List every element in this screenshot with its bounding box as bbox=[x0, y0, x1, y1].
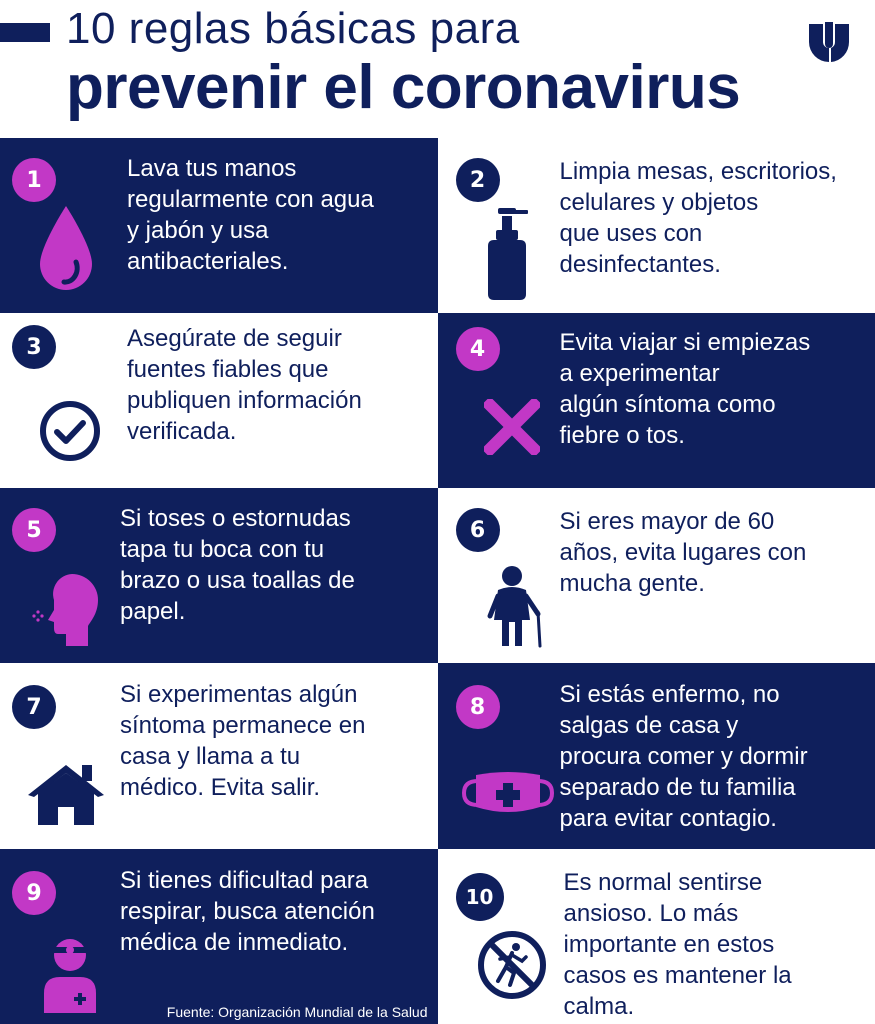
rule-card-10 bbox=[438, 849, 875, 1024]
rule-card-3 bbox=[0, 313, 438, 488]
title-line-1: 10 reglas básicas para bbox=[66, 4, 520, 53]
title-line-2: prevenir el coronavirus bbox=[66, 53, 741, 122]
rule-text: Evita viajar si empiezas a experimentar algún síntoma como fiebre o tos. bbox=[559, 329, 811, 449]
rule-card-6 bbox=[438, 488, 875, 663]
rule-card-2 bbox=[438, 138, 875, 313]
header bbox=[0, 0, 875, 138]
face-mask-icon bbox=[460, 767, 556, 819]
rule-card-9 bbox=[0, 849, 438, 1024]
x-mark-icon bbox=[484, 399, 540, 455]
sneeze-head-icon bbox=[28, 570, 108, 650]
rule-number-badge: 4 bbox=[456, 327, 500, 371]
rule-number-badge: 6 bbox=[456, 508, 500, 552]
rule-text: Limpia mesas, escritorios, celulares y objetos que uses con desinfectantes. bbox=[559, 158, 837, 278]
rule-text: Si eres mayor de 60 años, evita lugares con mucha gente. bbox=[559, 508, 807, 597]
rules-grid bbox=[0, 138, 875, 1024]
rule-card-7 bbox=[0, 663, 438, 849]
rule-text: Si toses o estornudas tapa tu boca con tu brazo o usa toallas de papel. bbox=[120, 505, 355, 625]
water-drop-icon bbox=[36, 204, 96, 294]
univision-logo-icon bbox=[805, 18, 853, 66]
rule-text: Lava tus manos regularmente con agua y jabón y usa antibacteriales. bbox=[127, 155, 374, 275]
elderly-person-icon bbox=[482, 564, 552, 648]
no-running-icon bbox=[476, 929, 548, 1001]
rule-card-5 bbox=[0, 488, 438, 663]
rule-card-4 bbox=[438, 313, 875, 488]
rule-text: Si estás enfermo, no salgas de casa y procura comer y dormir separado de tu familia para evitar contagio. bbox=[559, 681, 808, 832]
rule-text: Asegúrate de seguir fuentes fiables que publiquen información verificada. bbox=[127, 325, 362, 445]
rule-number-badge: 1 bbox=[12, 158, 56, 202]
source-credit: Fuente: Organización Mundial de la Salud bbox=[166, 1004, 428, 1020]
header-accent-bar bbox=[0, 23, 50, 42]
soap-dispenser-icon bbox=[482, 206, 538, 302]
rule-number-badge: 7 bbox=[12, 685, 56, 729]
rule-text: Es normal sentirse ansioso. Lo más importante en estos casos es mantener la calma. bbox=[563, 869, 792, 1020]
rule-number-badge: 2 bbox=[456, 158, 500, 202]
rule-card-8 bbox=[438, 663, 875, 849]
rule-number-badge: 3 bbox=[12, 325, 56, 369]
house-icon bbox=[26, 761, 106, 827]
rule-number-badge: 8 bbox=[456, 685, 500, 729]
check-circle-icon bbox=[38, 399, 102, 463]
rule-number-badge: 9 bbox=[12, 871, 56, 915]
rule-text: Si tienes dificultad para respirar, busca atención médica de inmediato. bbox=[120, 867, 375, 956]
rule-card-1 bbox=[0, 138, 438, 313]
rule-text: Si experimentas algún síntoma permanece en casa y llama a tu médico. Evita salir. bbox=[120, 681, 366, 801]
rule-number-badge: 10 bbox=[456, 873, 504, 921]
rule-number-badge: 5 bbox=[12, 508, 56, 552]
doctor-icon bbox=[40, 935, 100, 1015]
